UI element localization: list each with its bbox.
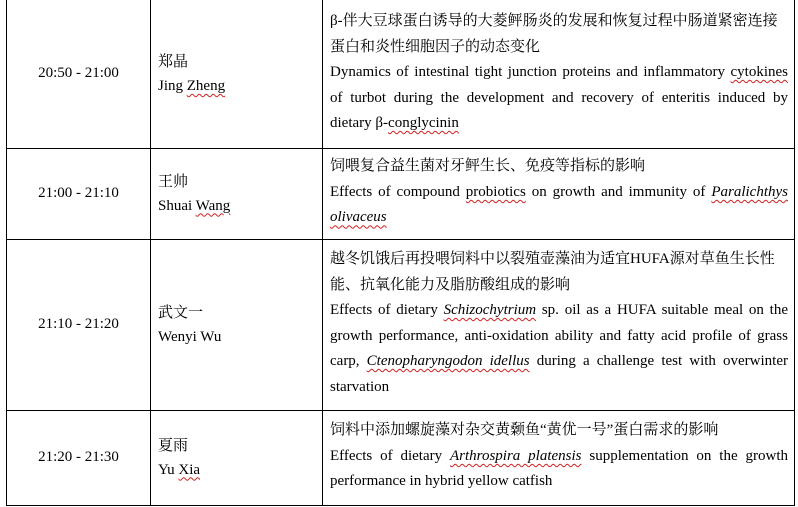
speaker-name-zh: 夏雨 — [158, 437, 189, 454]
title-en-species: Ctenopharyngodon idellus — [366, 353, 530, 369]
speaker-cell — [151, 239, 323, 410]
title-zh: 越冬饥饿后再投喂饲料中以裂殖壶藻油为适宜HUFA源对草鱼生长性能、抗氧化能力及脂肪酸组成的影响 — [330, 251, 775, 293]
title-en-text: on growth and immunity of — [525, 183, 712, 200]
title-en — [330, 60, 788, 137]
speaker-cell — [151, 410, 323, 505]
speaker-cell — [151, 0, 323, 148]
title-en — [330, 180, 788, 231]
speaker-last-name: Wang — [195, 197, 231, 214]
title-en-spellchecked-word: conglycinin — [388, 115, 459, 131]
table-row — [7, 410, 795, 505]
title-en — [330, 298, 788, 400]
table-row — [7, 0, 795, 148]
time-cell: 20:50 - 21:00 — [7, 0, 151, 148]
title-cell — [323, 410, 795, 505]
speaker-name-zh: 武文一 — [158, 304, 204, 321]
table-row — [7, 148, 795, 239]
title-en-text: sp. oil as a HUFA suitable meal on the growth performance, anti-oxidation ability and fatty acid profile of grass carp, — [330, 302, 788, 369]
speaker-name-en — [158, 198, 230, 214]
speaker-first-name: Wenyi — [158, 328, 197, 345]
speaker-last-name: Xia — [178, 461, 201, 478]
title-en-text: during a challenge test with overwinter starvation — [330, 353, 788, 395]
title-en-genus: Schizochytrium — [443, 302, 537, 318]
title-en-species: Paralichthys olivaceus — [330, 183, 788, 226]
title-en-spellchecked-word: cytokines — [730, 64, 788, 80]
table-row — [7, 239, 795, 410]
title-en-text: Effects of compound — [330, 183, 466, 200]
speaker-cell — [151, 148, 323, 239]
title-zh: 饲料中添加螺旋藻对杂交黄颡鱼“黄优一号”蛋白需求的影响 — [330, 422, 719, 439]
title-en-spellchecked-word: probiotics — [465, 183, 526, 200]
speaker-name-en — [158, 78, 225, 94]
title-en-text: Effects of dietary — [330, 447, 450, 464]
title-en-text: of turbot during the development and recovery of enteritis induced by dietary β- — [330, 89, 788, 131]
title-zh: 饲喂复合益生菌对牙鲆生长、免疫等指标的影响 — [330, 158, 646, 175]
title-cell — [323, 148, 795, 239]
speaker-name-zh: 王帅 — [158, 173, 189, 190]
speaker-first-name: Yu — [158, 461, 175, 478]
speaker-name-en — [158, 329, 221, 345]
speaker-first-name: Shuai — [158, 197, 193, 214]
title-en — [330, 444, 788, 495]
time-cell: 21:00 - 21:10 — [7, 148, 151, 239]
speaker-name-en — [158, 462, 200, 478]
title-en-species: Arthrospira platensis — [450, 447, 582, 464]
time-cell: 21:10 - 21:20 — [7, 239, 151, 410]
title-cell — [323, 0, 795, 148]
speaker-first-name: Jing — [158, 77, 184, 94]
time-cell: 21:20 - 21:30 — [7, 410, 151, 505]
speaker-last-name: Wu — [200, 328, 222, 345]
speaker-last-name: Zheng — [186, 77, 226, 94]
schedule-table — [6, 0, 795, 506]
title-en-text: Effects of dietary — [330, 302, 444, 318]
title-en-text: Dynamics of intestinal tight junction proteins and inflammatory — [330, 64, 731, 80]
speaker-name-zh: 郑晶 — [158, 53, 189, 70]
title-cell — [323, 239, 795, 410]
title-en-text: supplementation on the growth performance in hybrid yellow catfish — [330, 447, 789, 490]
title-zh: β-伴大豆球蛋白诱导的大菱鲆肠炎的发展和恢复过程中肠道紧密连接蛋白和炎性细胞因子的动态变化 — [330, 13, 778, 55]
